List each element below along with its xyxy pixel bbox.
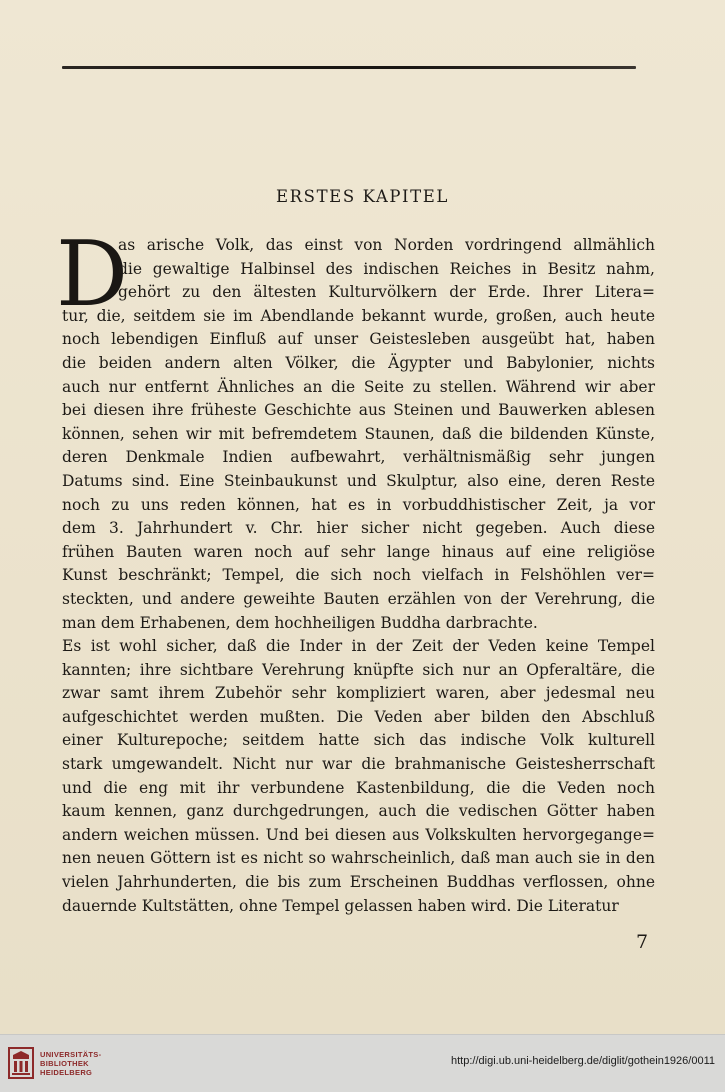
header-rule — [62, 66, 636, 69]
drop-cap: D — [56, 222, 129, 327]
text-line: noch zu uns reden können, hat es in vorbuddhistischer Zeit, ja vor — [62, 495, 655, 514]
text-line: steckten, und andere geweihte Bauten erzählen von der Verehrung, die — [62, 589, 655, 608]
text-line: andern weichen müssen. Und bei diesen aus Volkskulten hervorgegange= — [62, 825, 655, 844]
text-line: nen neuen Göttern ist es nicht so wahrscheinlich, daß man auch sie in den — [62, 849, 655, 868]
text-line: die gewaltige Halbinsel des indischen Reiches in Besitz nahm, — [118, 259, 655, 278]
text-line: frühen Bauten waren noch auf sehr lange hinaus auf eine religiöse — [62, 542, 655, 561]
text-line: noch lebendigen Einfluß auf unser Geistesleben ausgeübt hat, haben — [62, 330, 655, 349]
text-line: einer Kulturepoche; seitdem hatte sich das indische Volk kulturell — [62, 731, 655, 750]
logo-line: BIBLIOTHEK — [40, 1059, 89, 1068]
library-logo-icon — [8, 1047, 34, 1079]
text-line: as arische Volk, das einst von Norden vordringend allmählich — [118, 236, 655, 254]
text-line: aufgeschichtet werden mußten. Die Veden aber bilden den Abschluß — [62, 707, 655, 726]
source-url-link[interactable]: http://digi.ub.uni-heidelberg.de/diglit/gothein1926/0011 — [451, 1055, 715, 1067]
text-line: können, sehen wir mit befremdetem Staunen, daß die bildenden Künste, — [62, 424, 655, 443]
text-line: man dem Erhabenen, dem hochheiligen Buddha darbrachte. — [62, 613, 538, 632]
text-line: Datums sind. Eine Steinbaukunst und Skulptur, also eine, deren Reste — [62, 471, 655, 490]
chapter-title: ERSTES KAPITEL — [276, 187, 449, 206]
text-line: kaum kennen, ganz durchgedrungen, auch die vedischen Götter haben — [62, 802, 655, 821]
text-line: Es ist wohl sicher, daß die Inder in der Zeit der Veden keine Tempel — [62, 637, 655, 656]
text-line: und die eng mit ihr verbundene Kastenbildung, die die Veden noch — [62, 778, 655, 797]
text-line: vielen Jahrhunderten, die bis zum Erscheinen Buddhas verflossen, ohne — [62, 873, 655, 892]
logo-line: UNIVERSITÄTS- — [40, 1050, 102, 1059]
text-line: dem 3. Jahrhundert v. Chr. hier sicher nicht gegeben. Auch diese — [62, 519, 655, 538]
logo-line: HEIDELBERG — [40, 1068, 93, 1077]
text-line: kannten; ihre sichtbare Verehrung knüpfte sich nur an Opferaltäre, die — [62, 660, 655, 679]
text-line: zwar samt ihrem Zubehör sehr kompliziert waren, aber jedesmal neu — [62, 684, 655, 703]
text-line: dauernde Kultstätten, ohne Tempel gelassen haben wird. Die Literatur — [62, 896, 619, 915]
text-line: tur, die, seitdem sie im Abendlande bekannt wurde, großen, auch heute — [62, 306, 655, 325]
text-line: bei diesen ihre früheste Geschichte aus Steinen und Bauwerken ablesen — [62, 401, 655, 420]
library-logo-text — [40, 1050, 101, 1077]
viewer-footer — [0, 1034, 725, 1092]
text-line: die beiden andern alten Völker, die Ägypter und Babylonier, nichts — [62, 353, 655, 372]
text-line: deren Denkmale Indien aufbewahrt, verhältnismäßig sehr jungen — [62, 448, 655, 467]
text-line: Kunst beschränkt; Tempel, die sich noch vielfach in Felshöhlen ver= — [62, 566, 655, 585]
body-text — [62, 234, 655, 918]
text-line: auch nur entfernt Ähnliches an die Seite zu stellen. Während wir aber — [62, 377, 655, 396]
page-number: 7 — [636, 931, 649, 953]
text-line: gehört zu den ältesten Kulturvölkern der Erde. Ihrer Litera= — [118, 283, 655, 302]
text-line: stark umgewandelt. Nicht nur war die brahmanische Geistesherrschaft — [62, 755, 655, 774]
